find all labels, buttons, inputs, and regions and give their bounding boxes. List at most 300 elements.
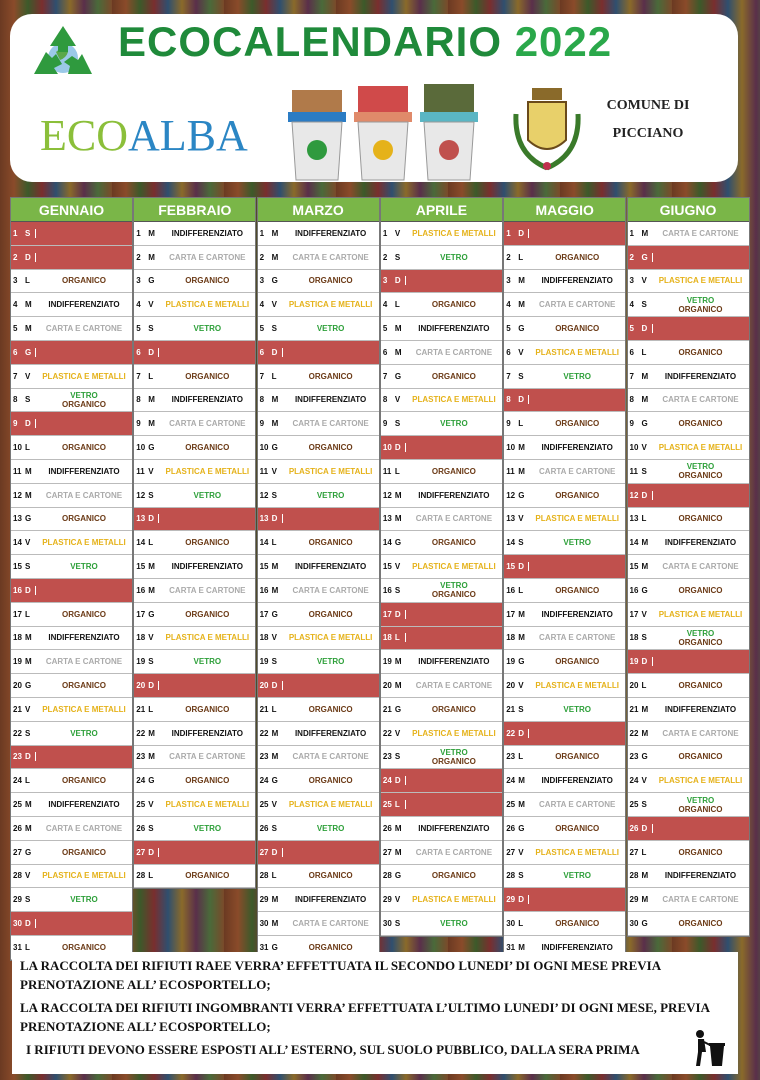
day-row: [11, 912, 132, 936]
day-weekday: L: [641, 514, 647, 524]
month-header: GIUGNO: [628, 198, 749, 222]
collection-type: INDIFFERENZIATO: [171, 395, 243, 405]
day-weekday: S: [641, 300, 647, 310]
day-row: [11, 531, 132, 555]
day-row: [381, 603, 502, 627]
day-row: [258, 555, 379, 579]
day-row: [258, 389, 379, 413]
day-number: 28: [13, 871, 22, 881]
day-number: 30: [382, 919, 392, 928]
day-number: 27: [506, 847, 516, 857]
day-number: 6: [382, 347, 388, 357]
day-row: [11, 341, 132, 365]
collection-type: INDIFFERENZIATO: [294, 395, 367, 405]
day-number: 9: [506, 419, 511, 429]
day-number: 3: [259, 276, 265, 286]
day-row: [628, 888, 749, 912]
day-number: 12: [382, 490, 392, 500]
day-number: 14: [259, 538, 269, 548]
day-weekday: V: [394, 228, 401, 238]
day-number: 2: [382, 252, 388, 262]
collection-type: ORGANICO: [555, 490, 600, 500]
day-row: [381, 841, 502, 865]
collection-type: INDIFFERENZIATO: [294, 228, 367, 238]
day-number: 10: [506, 443, 516, 453]
day-weekday: S: [271, 823, 277, 833]
day-row: [381, 222, 502, 246]
day-weekday: M: [148, 752, 155, 762]
day-weekday: V: [518, 681, 524, 691]
day-weekday: V: [641, 609, 647, 619]
collection-type: CARTA E CARTONE: [292, 585, 369, 595]
collection-type: ORGANICO: [431, 704, 476, 714]
day-row: [381, 769, 502, 793]
month-column: [380, 197, 503, 937]
day-row: [11, 508, 132, 532]
day-number: 2: [506, 252, 511, 262]
day-row: [504, 341, 625, 365]
day-number: 15: [136, 562, 146, 572]
day-row: [381, 888, 502, 912]
day-row: [134, 317, 255, 341]
day-row: [628, 912, 749, 936]
day-weekday: G: [394, 538, 402, 548]
day-weekday: D: [642, 491, 653, 500]
day-row: [11, 722, 132, 746]
day-weekday: D: [395, 610, 406, 619]
day-number: 24: [259, 776, 269, 786]
day-weekday: M: [518, 800, 525, 810]
day-row: [381, 341, 502, 365]
day-row: [134, 865, 255, 889]
day-number: 12: [259, 490, 269, 500]
day-number: 15: [382, 562, 392, 572]
day-number: 26: [259, 823, 269, 833]
day-number: 18: [629, 633, 639, 643]
day-weekday: L: [641, 347, 647, 357]
day-weekday: S: [271, 324, 277, 334]
day-weekday: M: [271, 728, 279, 738]
day-number: 8: [629, 395, 634, 405]
collection-type: ORGANICO: [308, 538, 353, 548]
day-number: 12: [506, 490, 516, 500]
day-weekday: G: [641, 585, 648, 595]
day-row: [381, 460, 502, 484]
day-weekday: M: [518, 776, 525, 786]
day-number: 22: [382, 728, 392, 738]
day-number: 10: [13, 443, 22, 453]
day-weekday: G: [148, 443, 155, 453]
day-row: [504, 865, 625, 889]
day-number: 23: [506, 752, 516, 762]
day-weekday: G: [148, 276, 155, 286]
day-weekday: M: [25, 823, 32, 833]
day-row: [11, 246, 132, 270]
day-number: 26: [382, 823, 392, 833]
day-number: 3: [629, 276, 634, 286]
day-number: 18: [13, 633, 22, 643]
day-row: [628, 793, 749, 817]
day-weekday: M: [641, 538, 649, 548]
day-weekday: M: [394, 324, 402, 334]
day-number: 19: [259, 657, 269, 667]
collection-type: ORGANICO: [555, 752, 600, 762]
day-number: 9: [136, 419, 141, 429]
day-row: [628, 365, 749, 389]
collection-type: INDIFFERENZIATO: [48, 633, 120, 643]
day-number: 19: [506, 657, 516, 667]
day-row: [134, 603, 255, 627]
collection-type: VETRO ORGANICO: [62, 390, 106, 409]
collection-type: VETRO: [440, 919, 468, 928]
day-row: [134, 793, 255, 817]
title-text: ECOCALENDARIO: [118, 18, 503, 65]
day-row: [258, 412, 379, 436]
collection-type: VETRO: [70, 562, 98, 572]
day-weekday: M: [394, 657, 402, 667]
day-number: 22: [13, 728, 22, 738]
day-number: 22: [506, 728, 516, 738]
collection-type: INDIFFERENZIATO: [541, 609, 613, 619]
day-weekday: L: [518, 585, 524, 595]
day-weekday: V: [271, 633, 277, 643]
collection-type: CARTA E CARTONE: [662, 228, 739, 238]
day-weekday: D: [642, 657, 653, 666]
brand-alba: ALBA: [128, 111, 248, 160]
day-row: [381, 412, 502, 436]
day-number: 13: [13, 514, 22, 524]
day-row: [504, 817, 625, 841]
day-row: [134, 722, 255, 746]
collection-type: INDIFFERENZIATO: [541, 443, 613, 453]
day-number: 30: [13, 919, 22, 928]
collection-type: ORGANICO: [555, 252, 600, 262]
day-row: [628, 389, 749, 413]
day-number: 24: [382, 776, 392, 786]
collection-type: CARTA E CARTONE: [169, 585, 246, 595]
day-number: 21: [13, 704, 22, 714]
day-row: [381, 389, 502, 413]
month-header: MAGGIO: [504, 198, 625, 222]
collection-type: ORGANICO: [185, 871, 230, 881]
day-number: 6: [506, 347, 511, 357]
day-weekday: M: [271, 585, 279, 595]
day-row: [504, 436, 625, 460]
day-weekday: G: [271, 776, 278, 786]
collection-type: VETRO: [193, 657, 222, 667]
day-row: [134, 246, 255, 270]
day-weekday: M: [271, 419, 279, 429]
month-column: [257, 197, 380, 961]
day-row: [504, 293, 625, 317]
collection-type: ORGANICO: [62, 681, 106, 691]
day-weekday: G: [641, 752, 648, 762]
day-row: [11, 412, 132, 436]
collection-type: PLASTICA E METALLI: [288, 300, 373, 310]
collection-type: PLASTICA E METALLI: [42, 871, 126, 881]
month-column: [627, 197, 750, 937]
collection-type: CARTA E CARTONE: [662, 562, 739, 572]
day-row: [628, 341, 749, 365]
collection-type: CARTA E CARTONE: [415, 847, 493, 857]
day-row: [504, 722, 625, 746]
day-weekday: L: [271, 704, 277, 714]
day-row: [258, 817, 379, 841]
collection-type: ORGANICO: [185, 443, 230, 453]
day-number: 8: [382, 395, 388, 405]
day-weekday: G: [518, 490, 525, 500]
day-row: [134, 579, 255, 603]
day-number: 30: [506, 919, 516, 928]
day-row: [504, 317, 625, 341]
day-weekday: S: [518, 538, 524, 548]
day-weekday: G: [148, 776, 155, 786]
day-weekday: S: [394, 585, 401, 595]
municipal-crest-icon: [510, 84, 584, 174]
day-weekday: S: [148, 657, 154, 667]
day-weekday: S: [518, 371, 524, 381]
day-weekday: V: [518, 847, 524, 857]
month-header: APRILE: [381, 198, 502, 222]
day-weekday: L: [271, 871, 277, 881]
collection-type: INDIFFERENZIATO: [48, 466, 120, 476]
day-row: [381, 674, 502, 698]
day-weekday: G: [642, 253, 653, 262]
day-weekday: D: [272, 681, 283, 690]
day-weekday: M: [25, 300, 32, 310]
day-weekday: V: [271, 800, 277, 810]
day-number: 24: [13, 776, 22, 786]
day-weekday: G: [394, 371, 402, 381]
day-weekday: L: [25, 776, 30, 786]
day-row: [628, 246, 749, 270]
day-number: 16: [259, 585, 269, 595]
collection-type: VETRO ORGANICO: [431, 581, 476, 600]
collection-type: CARTA E CARTONE: [415, 681, 493, 691]
comune-line1: COMUNE DI: [606, 98, 690, 113]
day-number: 7: [259, 371, 265, 381]
day-row: [11, 793, 132, 817]
collection-type: VETRO: [193, 324, 222, 334]
day-row: [628, 508, 749, 532]
collection-type: CARTA E CARTONE: [292, 919, 369, 928]
day-weekday: S: [518, 871, 524, 881]
day-weekday: M: [641, 895, 649, 905]
day-row: [258, 222, 379, 246]
collection-type: PLASTICA E METALLI: [288, 466, 373, 476]
day-row: [258, 888, 379, 912]
day-number: 1: [259, 228, 265, 238]
day-number: 29: [382, 895, 392, 905]
day-number: 21: [506, 704, 516, 714]
day-weekday: M: [518, 942, 525, 952]
day-weekday: G: [271, 609, 278, 619]
day-number: 27: [259, 847, 269, 857]
day-weekday: M: [641, 728, 649, 738]
day-number: 16: [13, 585, 22, 595]
day-number: 6: [136, 347, 141, 357]
day-row: [258, 293, 379, 317]
day-number: 20: [136, 681, 146, 691]
day-row: [381, 293, 502, 317]
day-number: 13: [136, 514, 146, 524]
day-number: 7: [13, 371, 18, 381]
day-weekday: G: [25, 514, 32, 524]
day-row: [504, 579, 625, 603]
collection-type: INDIFFERENZIATO: [294, 562, 367, 572]
day-row: [258, 603, 379, 627]
day-weekday: S: [25, 395, 31, 405]
day-weekday: D: [518, 229, 529, 238]
day-row: [381, 508, 502, 532]
day-number: 23: [13, 752, 22, 762]
day-number: 21: [259, 704, 269, 714]
day-row: [504, 603, 625, 627]
day-weekday: S: [641, 466, 647, 476]
day-row: [258, 841, 379, 865]
collection-type: INDIFFERENZIATO: [541, 276, 613, 286]
day-weekday: S: [25, 562, 31, 572]
day-row: [11, 460, 132, 484]
day-row: [628, 460, 749, 484]
collection-type: ORGANICO: [308, 371, 353, 381]
day-number: 8: [506, 395, 511, 405]
day-number: 15: [259, 562, 269, 572]
day-number: 16: [506, 585, 516, 595]
day-row: [134, 460, 255, 484]
day-weekday: L: [518, 919, 524, 928]
day-weekday: V: [271, 466, 277, 476]
day-number: 6: [629, 347, 634, 357]
day-row: [504, 246, 625, 270]
day-number: 20: [13, 681, 22, 691]
day-weekday: V: [394, 562, 401, 572]
day-weekday: M: [518, 633, 525, 643]
day-number: 3: [136, 276, 141, 286]
day-weekday: S: [394, 252, 401, 262]
day-number: 23: [136, 752, 146, 762]
day-number: 18: [382, 633, 392, 643]
day-row: [134, 412, 255, 436]
day-number: 11: [136, 466, 145, 476]
collection-type: ORGANICO: [678, 752, 723, 762]
day-number: 3: [506, 276, 511, 286]
collection-type: ORGANICO: [185, 609, 230, 619]
day-weekday: G: [641, 419, 648, 429]
day-weekday: M: [148, 395, 155, 405]
day-row: [11, 627, 132, 651]
day-row: [11, 365, 132, 389]
day-number: 20: [629, 681, 639, 691]
day-row: [504, 484, 625, 508]
collection-type: CARTA E CARTONE: [292, 752, 369, 762]
day-row: [134, 698, 255, 722]
collection-type: PLASTICA E METALLI: [165, 466, 250, 476]
day-weekday: G: [25, 348, 36, 357]
day-number: 31: [506, 942, 516, 952]
collection-type: PLASTICA E METALLI: [42, 371, 126, 381]
collection-type: VETRO: [193, 490, 222, 500]
day-weekday: M: [394, 347, 402, 357]
day-row: [258, 912, 379, 936]
day-weekday: L: [25, 609, 30, 619]
collection-type: ORGANICO: [678, 919, 723, 928]
day-weekday: G: [518, 657, 525, 667]
collection-type: ORGANICO: [555, 919, 600, 928]
day-row: [11, 484, 132, 508]
day-row: [628, 722, 749, 746]
day-number: 11: [382, 466, 392, 476]
day-row: [504, 698, 625, 722]
collection-type: ORGANICO: [62, 776, 106, 786]
day-number: 27: [382, 847, 392, 857]
collection-type: VETRO: [563, 371, 591, 381]
day-weekday: D: [25, 253, 36, 262]
collection-type: CARTA E CARTONE: [45, 823, 123, 833]
collection-type: PLASTICA E METALLI: [288, 800, 373, 810]
day-weekday: L: [271, 371, 277, 381]
day-row: [11, 650, 132, 674]
day-weekday: L: [25, 443, 30, 453]
waste-bins-icon: [282, 82, 482, 182]
day-number: 19: [136, 657, 146, 667]
collection-type: ORGANICO: [62, 276, 106, 286]
day-number: 10: [382, 443, 392, 453]
day-weekday: L: [641, 681, 647, 691]
day-row: [504, 412, 625, 436]
day-weekday: S: [641, 800, 647, 810]
day-number: 17: [13, 609, 22, 619]
day-number: 23: [382, 752, 392, 762]
day-number: 16: [136, 585, 146, 595]
day-weekday: V: [394, 395, 401, 405]
collection-type: VETRO: [440, 252, 468, 262]
day-number: 13: [259, 514, 269, 524]
day-row: [11, 674, 132, 698]
day-row: [504, 460, 625, 484]
day-number: 13: [506, 514, 516, 524]
day-number: 26: [629, 823, 639, 833]
day-row: [11, 603, 132, 627]
day-number: 14: [13, 538, 22, 548]
day-number: 9: [259, 419, 265, 429]
collection-type: CARTA E CARTONE: [539, 466, 616, 476]
day-number: 7: [382, 371, 388, 381]
day-number: 25: [382, 800, 392, 810]
day-weekday: M: [25, 800, 32, 810]
day-weekday: D: [25, 419, 36, 428]
day-row: [381, 317, 502, 341]
day-number: 28: [506, 871, 516, 881]
day-row: [628, 746, 749, 770]
day-number: 22: [259, 728, 269, 738]
day-row: [628, 222, 749, 246]
collection-type: INDIFFERENZIATO: [418, 657, 490, 667]
day-number: 14: [136, 538, 146, 548]
day-number: 28: [259, 871, 269, 881]
day-row: [11, 579, 132, 603]
day-weekday: M: [148, 228, 155, 238]
day-weekday: V: [25, 538, 31, 548]
day-row: [11, 746, 132, 770]
day-row: [134, 650, 255, 674]
day-number: 3: [382, 276, 388, 286]
day-row: [381, 865, 502, 889]
day-weekday: M: [271, 752, 279, 762]
collection-type: ORGANICO: [678, 419, 723, 429]
day-number: 4: [13, 300, 18, 310]
day-row: [628, 436, 749, 460]
